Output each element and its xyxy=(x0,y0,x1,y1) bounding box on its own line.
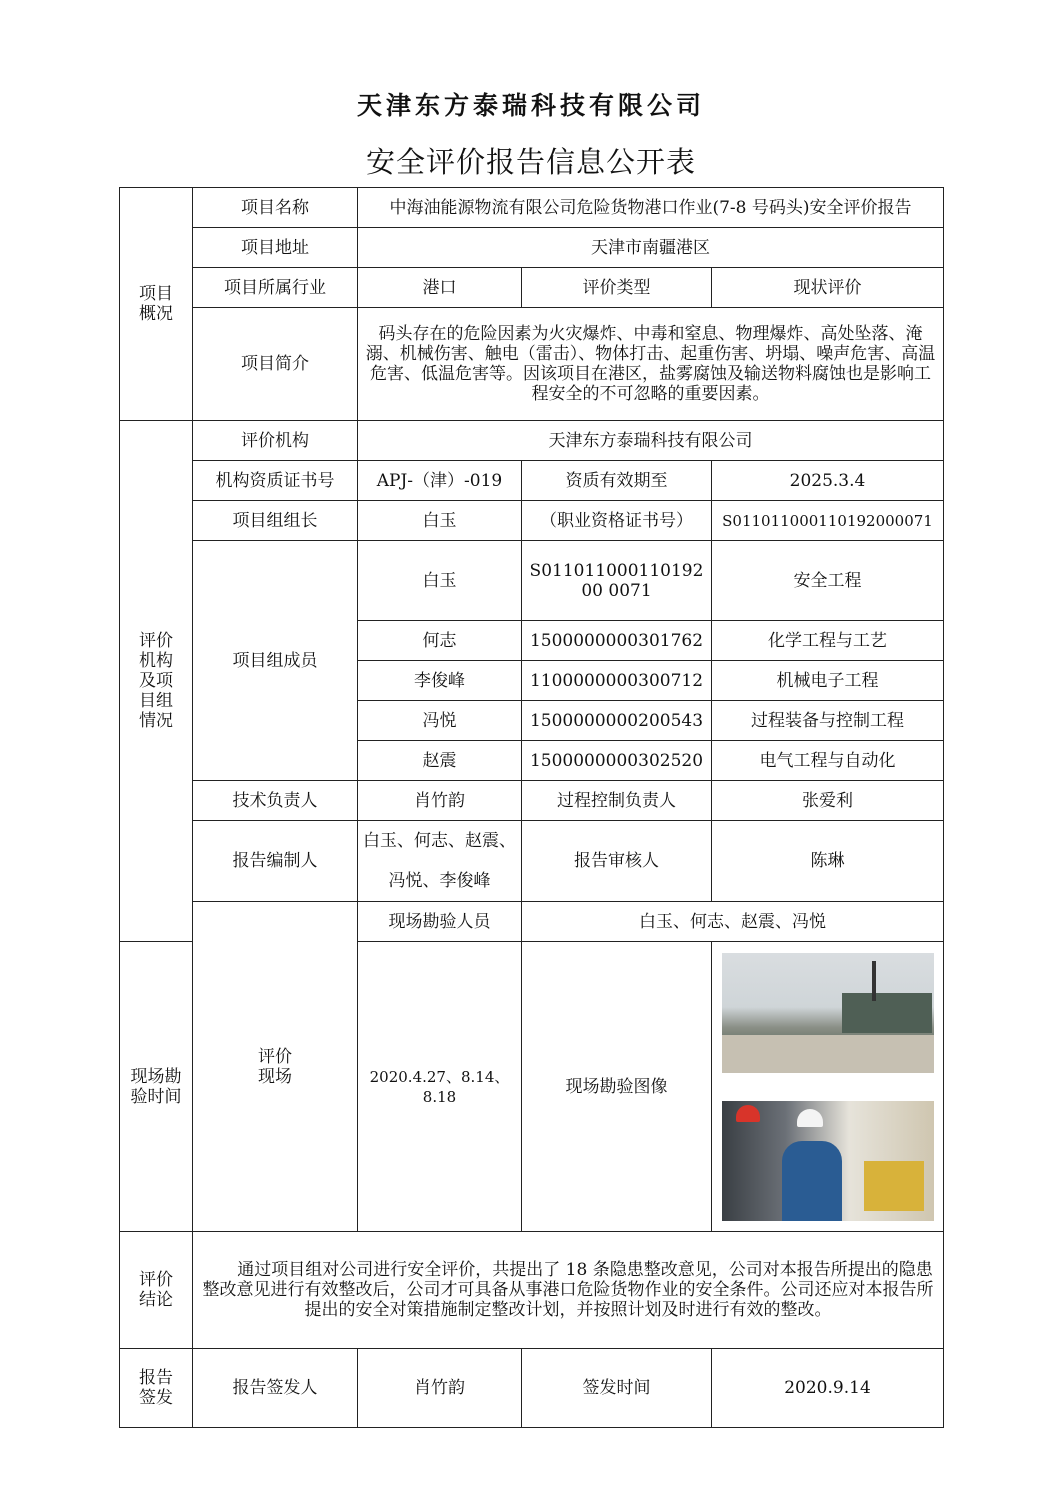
member-cert: 1100000000300712 xyxy=(522,661,712,701)
process-lead-label: 过程控制负责人 xyxy=(522,781,712,821)
issue-date-value: 2020.9.14 xyxy=(712,1349,944,1428)
disclosure-table xyxy=(119,187,944,1428)
member-field: 电气工程与自动化 xyxy=(712,741,944,781)
valid-label: 资质有效期至 xyxy=(522,461,712,501)
page-title: 安全评价报告信息公开表 xyxy=(365,145,696,179)
intro-label: 项目简介 xyxy=(193,308,358,421)
section-site: 评价 现场 xyxy=(193,902,358,1232)
cert-label: 机构资质证书号 xyxy=(193,461,358,501)
project-address-label: 项目地址 xyxy=(193,228,358,268)
member-name: 李俊峰 xyxy=(358,661,522,701)
org-label: 评价机构 xyxy=(193,421,358,461)
org-value: 天津东方泰瑞科技有限公司 xyxy=(358,421,944,461)
author-value: 白玉、何志、赵震、冯悦、李俊峰 xyxy=(358,821,522,902)
section-issue: 报告 签发 xyxy=(120,1349,193,1428)
leader-name: 白玉 xyxy=(358,501,522,541)
member-name: 赵震 xyxy=(358,741,522,781)
section-conclusion: 评价 结论 xyxy=(120,1232,193,1349)
section-org: 评价 机构 及项 目组 情况 xyxy=(120,421,193,942)
process-lead-value: 张爱利 xyxy=(712,781,944,821)
eval-type-label: 评价类型 xyxy=(522,268,712,308)
member-cert: S01101100011019200 0071 xyxy=(522,541,712,621)
member-name: 冯悦 xyxy=(358,701,522,741)
site-time-value: 2020.4.27、8.14、8.18 xyxy=(358,942,522,1232)
member-cert: 1500000000301762 xyxy=(522,621,712,661)
intro-value: 码头存在的危险因素为火灾爆炸、中毒和窒息、物理爆炸、高处坠落、淹溺、机械伤害、触电（雷击）、物体打击、起重伤害、坍塌、噪声危害、高温危害、低温危害等。因该项目在港区，盐雾腐蚀及输送物料腐蚀也是影响工程安全的不可忽略的重要因素。 xyxy=(358,308,944,421)
signer-value: 肖竹韵 xyxy=(358,1349,522,1428)
project-name-label: 项目名称 xyxy=(193,188,358,228)
member-cert: 1500000000302520 xyxy=(522,741,712,781)
site-time-label: 现场勘验时间 xyxy=(120,942,193,1232)
site-photo-dock xyxy=(722,953,934,1073)
leader-cert: S011011000110192000071 xyxy=(712,501,944,541)
member-field: 安全工程 xyxy=(712,541,944,621)
site-staff-label: 现场勘验人员 xyxy=(358,902,522,942)
eval-type-value: 现状评价 xyxy=(712,268,944,308)
site-photo-inspection xyxy=(722,1101,934,1221)
tech-lead-label: 技术负责人 xyxy=(193,781,358,821)
valid-value: 2025.3.4 xyxy=(712,461,944,501)
industry-label: 项目所属行业 xyxy=(193,268,358,308)
reviewer-value: 陈琳 xyxy=(712,821,944,902)
leader-cert-label: （职业资格证书号） xyxy=(522,501,712,541)
member-name: 何志 xyxy=(358,621,522,661)
conclusion-text: 通过项目组对公司进行安全评价，共提出了 18 条隐患整改意见，公司对本报告所提出的隐患整改意见进行有效整改后，公司才可具备从事港口危险货物作业的安全条件。公司还应对本报告所提出的安全对策措施制定整改计划，并按照计划及时进行有效的整改。 xyxy=(193,1232,944,1349)
member-name: 白玉 xyxy=(358,541,522,621)
tech-lead-value: 肖竹韵 xyxy=(358,781,522,821)
issue-date-label: 签发时间 xyxy=(522,1349,712,1428)
site-images xyxy=(712,942,944,1232)
member-field: 机械电子工程 xyxy=(712,661,944,701)
author-label: 报告编制人 xyxy=(193,821,358,902)
section-overview: 项目 概况 xyxy=(120,188,193,421)
reviewer-label: 报告审核人 xyxy=(522,821,712,902)
signer-label: 报告签发人 xyxy=(193,1349,358,1428)
industry-value: 港口 xyxy=(358,268,522,308)
project-address-value: 天津市南疆港区 xyxy=(358,228,944,268)
leader-label: 项目组组长 xyxy=(193,501,358,541)
site-staff-value: 白玉、何志、赵震、冯悦 xyxy=(522,902,944,942)
company-name: 天津东方泰瑞科技有限公司 xyxy=(356,91,705,120)
project-name-value: 中海油能源物流有限公司危险货物港口作业(7-8 号码头)安全评价报告 xyxy=(358,188,944,228)
member-cert: 1500000000200543 xyxy=(522,701,712,741)
member-field: 过程装备与控制工程 xyxy=(712,701,944,741)
member-field: 化学工程与工艺 xyxy=(712,621,944,661)
site-image-label: 现场勘验图像 xyxy=(522,942,712,1232)
members-label: 项目组成员 xyxy=(193,541,358,781)
cert-value: APJ-（津）-019 xyxy=(358,461,522,501)
